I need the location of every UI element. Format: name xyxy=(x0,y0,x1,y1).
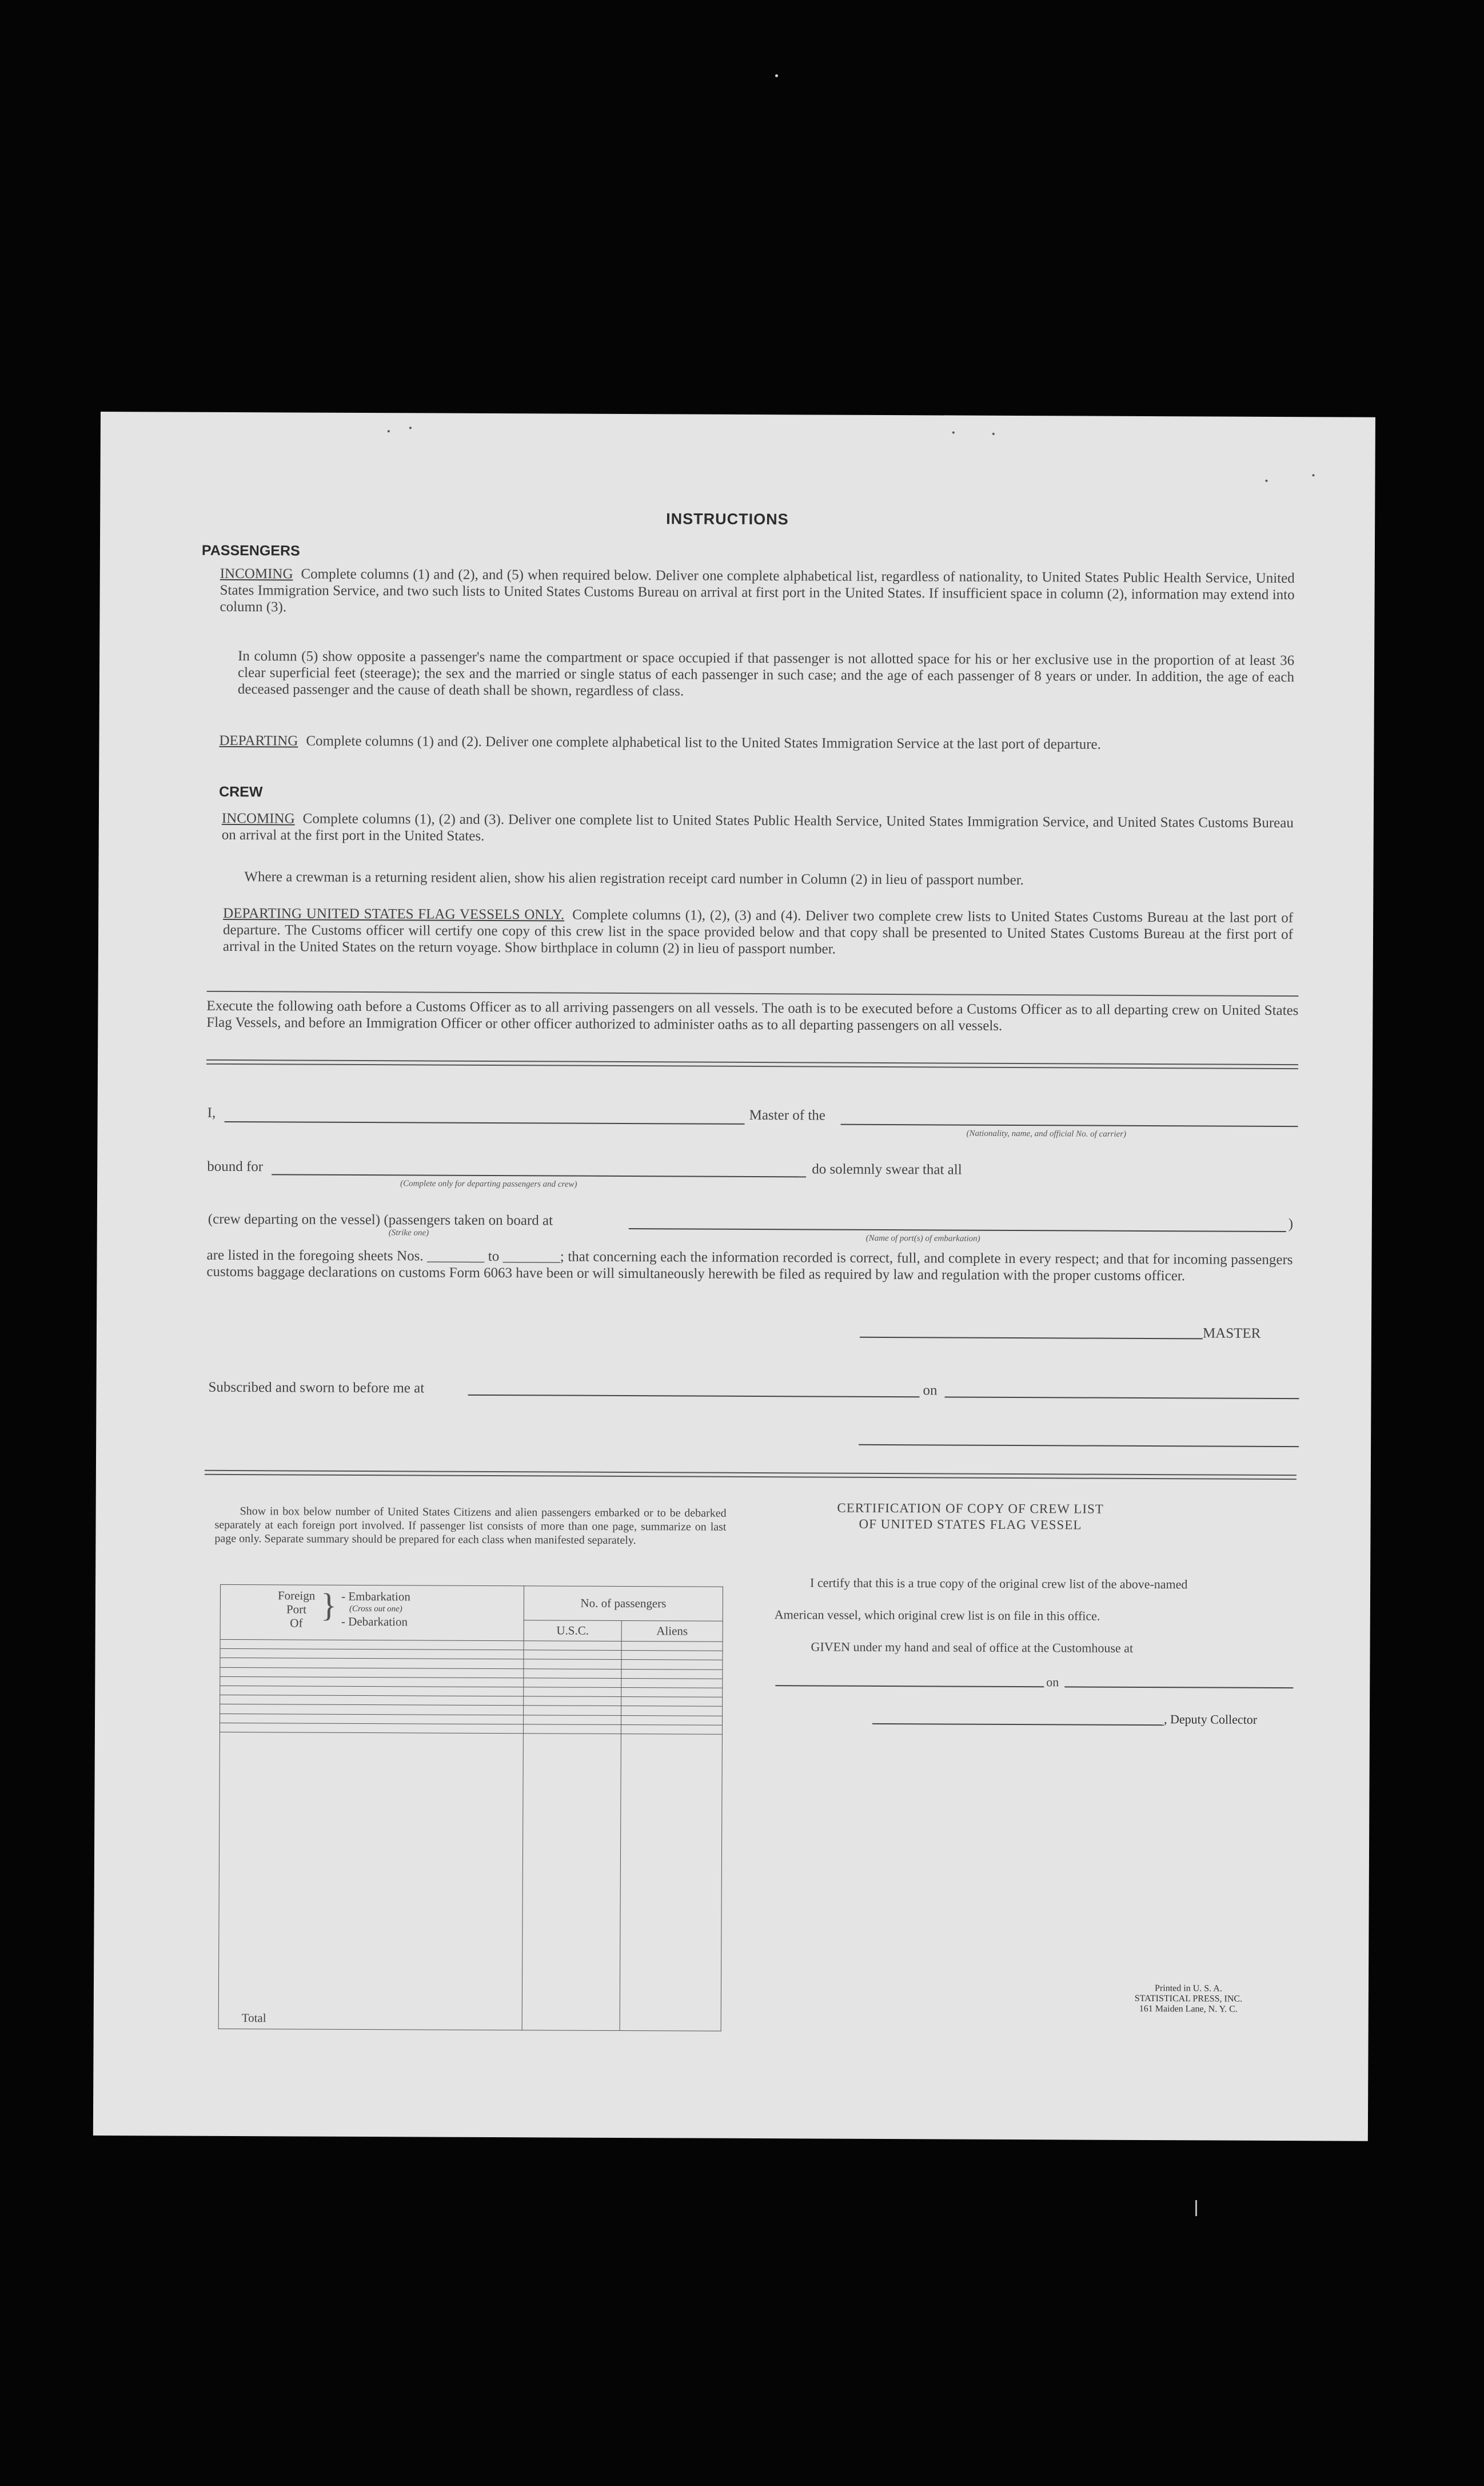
passenger-summary-table xyxy=(218,1584,723,2031)
aliens-cell[interactable] xyxy=(621,1688,723,1698)
aliens-cell[interactable] xyxy=(621,1660,723,1670)
officer-signature-line[interactable] xyxy=(859,1444,1299,1447)
cert-on-label: on xyxy=(1046,1675,1059,1690)
debarkation-option[interactable]: - Debarkation xyxy=(341,1614,408,1629)
listed-paragraph: are listed in the foregoing sheets Nos. ________ to ________; that concerning each the information recorded is correct, full, and complete in every respect; and that for incoming passengers customs baggage declarations on customs Form 6063 have been or will simultaneously herewith be filed as required by law and regulation with the proper customs officer. xyxy=(206,1247,1293,1284)
no-passengers-header: No. of passengers xyxy=(524,1586,723,1622)
aliens-cell[interactable] xyxy=(621,1669,723,1679)
crew-passengers-text: (crew departing on the vessel) (passengers taken on board at xyxy=(208,1211,553,1229)
passengers-departing-paragraph xyxy=(219,732,1294,754)
subscribed-on-label: on xyxy=(923,1383,938,1399)
crew-incoming-label: INCOMING xyxy=(221,810,295,827)
carrier-line[interactable] xyxy=(841,1124,1298,1127)
passengers-departing-label: DEPARTING xyxy=(219,732,298,749)
passengers-departing-text: Complete columns (1) and (2). Deliver one complete alphabetical list to the United States Immigration Service at the last port of departure. xyxy=(306,733,1101,752)
swear-text: do solemnly swear that all xyxy=(812,1161,962,1178)
passengers-heading: PASSENGERS xyxy=(201,542,300,559)
divider xyxy=(205,1470,1296,1480)
scan-speck xyxy=(775,74,778,77)
subscribed-text: Subscribed and sworn to before me at xyxy=(208,1379,425,1396)
usc-cell[interactable] xyxy=(524,1678,621,1688)
customhouse-line[interactable] xyxy=(775,1685,1044,1687)
certify-line-1: I certify that this is a true copy of the original crew list of the above-named xyxy=(810,1575,1188,1592)
certify-line-2: American vessel, which original crew list is on file in this office. xyxy=(774,1607,1100,1623)
passengers-incoming-paragraph xyxy=(220,565,1294,620)
page-title: INSTRUCTIONS xyxy=(666,510,789,528)
bound-for-line[interactable] xyxy=(272,1174,806,1177)
crew-departing-label: DEPARTING UNITED STATES FLAG VESSELS ONLY. xyxy=(223,905,565,923)
aliens-header: Aliens xyxy=(621,1620,723,1642)
usc-cell[interactable] xyxy=(524,1659,621,1669)
total-row xyxy=(218,1732,722,2031)
master-name-line[interactable] xyxy=(225,1121,745,1125)
scan-speck xyxy=(1313,474,1315,476)
crew-crewman-paragraph: Where a crewman is a returning resident alien, show his alien registration receipt card number in Column (2) in lieu of passport number. xyxy=(244,869,1024,889)
scan-speck xyxy=(1195,2200,1197,2216)
total-label: Total xyxy=(218,1732,523,2030)
bound-for-label: bound for xyxy=(207,1158,264,1175)
oath-intro: Execute the following oath before a Customs Officer as to all arriving passengers on all vessels. The oath is to be executed before a Customs Officer as to all departing crew on United States Flag Vessels, and before an Immigration Officer or other officer authorized to administer oaths as to all departing passengers on all vessels. xyxy=(206,998,1299,1034)
cross-out-note: (Cross out one) xyxy=(349,1604,402,1614)
subscribed-date-line[interactable] xyxy=(944,1396,1299,1399)
scan-speck xyxy=(992,433,995,435)
scan-speck xyxy=(409,427,412,429)
aliens-cell[interactable] xyxy=(621,1651,723,1660)
crew-heading: CREW xyxy=(219,783,263,800)
aliens-cell[interactable] xyxy=(621,1706,723,1716)
master-label: MASTER xyxy=(1202,1325,1261,1341)
oath-i-label: I, xyxy=(207,1105,216,1121)
document-page xyxy=(93,412,1375,2141)
aliens-cell[interactable] xyxy=(621,1678,723,1688)
divider xyxy=(206,1059,1298,1069)
crew-incoming-paragraph xyxy=(222,810,1294,848)
crew-departing-text: Complete columns (1), (2), (3) and (4). Deliver two complete crew lists to United States Customs Bureau at the last port of departure. The Customs officer will certify one copy of this crew list in the space provided below and that copy shall be presented to United States Customs Bureau at the first port of arrival in the United States on the return voyage. Show birthplace in column (2) in lieu of passport number. xyxy=(222,907,1294,957)
crew-departing-paragraph xyxy=(223,905,1293,959)
aliens-cell[interactable] xyxy=(621,1641,723,1651)
usc-cell[interactable] xyxy=(524,1641,621,1651)
summary-instructions: Show in box below number of United States Citizens and alien passengers embarked or to be debarked separately at each foreign port involved. If passenger list consists of more than one page, summarize on last page only. Separate summary should be prepared for each class when manifested separately. xyxy=(214,1505,727,1547)
ports-note: (Name of port(s) of embarkation) xyxy=(865,1233,980,1244)
close-paren: ) xyxy=(1288,1216,1294,1232)
certification-title: CERTIFICATION OF COPY OF CREW LIST OF UNITED STATES FLAG VESSEL xyxy=(837,1500,1104,1532)
given-line: GIVEN under my hand and seal of office at the Customhouse at xyxy=(811,1639,1134,1655)
subscribed-place-line[interactable] xyxy=(468,1395,919,1397)
ports-line[interactable] xyxy=(629,1228,1286,1232)
crew-incoming-text: Complete columns (1), (2) and (3). Deliver one complete list to United States Public Health Service, United States Immigration Service, and United States Customs Bureau on arrival at the first port in the United States. xyxy=(221,811,1294,844)
deputy-collector-label: , Deputy Collector xyxy=(1163,1712,1258,1727)
scan-speck xyxy=(388,430,390,432)
total-aliens-cell[interactable] xyxy=(620,1734,722,2031)
deputy-signature-line[interactable] xyxy=(872,1723,1164,1726)
port-header-cell xyxy=(220,1584,524,1640)
scan-speck xyxy=(952,432,955,434)
scan-speck xyxy=(1265,480,1267,482)
brace: } xyxy=(321,1586,337,1624)
usc-cell[interactable] xyxy=(524,1668,621,1678)
bound-for-note: (Complete only for departing passengers and crew) xyxy=(400,1179,577,1189)
usc-cell[interactable] xyxy=(524,1696,621,1706)
strike-one-note: (Strike one) xyxy=(388,1228,429,1238)
usc-cell[interactable] xyxy=(524,1650,621,1660)
carrier-note: (Nationality, name, and official No. of carrier) xyxy=(966,1129,1127,1139)
printer-imprint: Printed in U. S. A. STATISTICAL PRESS, INC. 161 Maiden Lane, N. Y. C. xyxy=(1134,1983,1243,2014)
aliens-cell[interactable] xyxy=(621,1715,722,1725)
passengers-column5-paragraph: In column (5) show opposite a passenger's name the compartment or space occupied if that passenger is not allotted space for his or her exclusive use in the proportion of at least 36 clear superficial feet (steerage); the sex and the married or single status of each passenger in such case; and the age of each passenger of 8 years or under. In addition, the age of each deceased passenger and the cause of death shall be shown, regardless of class. xyxy=(237,648,1295,699)
master-of-the-label: Master of the xyxy=(749,1107,825,1124)
embarkation-option[interactable]: - Embarkation xyxy=(341,1589,410,1604)
passengers-incoming-text: Complete columns (1) and (2), and (5) when required below. Deliver one complete alphabetical list, regardless of nationality, to United States Public Health Service, United States Immigration Service, and two such lists to United States Customs Bureau on arrival at first port in the United States. If insufficient space in column (2), information may extend into column (3). xyxy=(220,566,1295,615)
divider xyxy=(207,991,1299,997)
usc-cell[interactable] xyxy=(523,1715,621,1724)
aliens-cell[interactable] xyxy=(621,1724,722,1734)
port-label: Foreign Port Of xyxy=(277,1588,316,1630)
aliens-cell[interactable] xyxy=(621,1697,723,1707)
master-signature-line[interactable] xyxy=(860,1337,1203,1340)
passengers-incoming-label: INCOMING xyxy=(220,565,293,582)
cert-date-line[interactable] xyxy=(1064,1686,1293,1688)
usc-header: U.S.C. xyxy=(524,1620,621,1642)
total-usc-cell[interactable] xyxy=(522,1734,621,2031)
usc-cell[interactable] xyxy=(524,1687,621,1697)
usc-cell[interactable] xyxy=(523,1724,621,1734)
usc-cell[interactable] xyxy=(524,1706,621,1715)
